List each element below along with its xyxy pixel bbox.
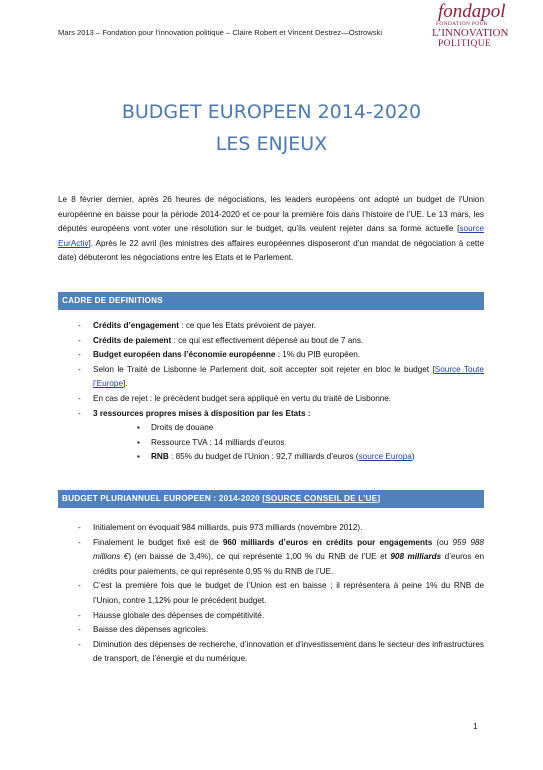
toute-europe-source-link[interactable]: Source Toute l’Europe xyxy=(93,364,484,389)
list-item xyxy=(58,363,484,392)
document-subtitle: LES ENJEUX xyxy=(215,133,328,155)
budget-bold-italic: 908 milliards xyxy=(390,552,442,562)
list-item xyxy=(58,536,484,580)
term: Crédits d’engagement xyxy=(93,321,179,330)
definition: : ce que les Etats prévoient de payer. xyxy=(179,321,316,330)
bracket-close: ] xyxy=(377,494,381,503)
list-item xyxy=(58,609,484,624)
definition: Selon le Traité de Lisbonne le Parlement doit, soit accepter soit rejeter en bloc le budget [ xyxy=(93,364,435,374)
budget-text: Diminution des dépenses de recherche, d’innovation et d’investissement dans le secteur des infrastructures de transport, de l’énergie et du numérique. xyxy=(93,639,484,664)
budget-list xyxy=(58,521,484,667)
page-header: Mars 2013 – Fondation pour l’innovation politique – Claire Robert et Vincent Destrez—Ostrowski xyxy=(58,28,383,37)
conseil-ue-source-link[interactable]: SOURCE CONSEIL DE L’UE xyxy=(265,494,378,503)
bracket-close: ]. xyxy=(123,379,128,389)
budget-text: C’est la première fois que le budget de l’Union est en baisse ; il représentera à peine 1% du RNB de l’Union, contre 1,12% pour le précédent budget. xyxy=(93,581,484,605)
list-item xyxy=(58,579,484,608)
resource-text: : 85% du budget de l’Union : 92,7 milliards d’euros ( xyxy=(168,452,359,462)
resources-sublist xyxy=(93,421,484,465)
fondapol-logo xyxy=(432,2,532,49)
page-number: 1 xyxy=(473,722,478,731)
list-item xyxy=(58,521,484,536)
logo-line-2: L’INNOVATION xyxy=(432,27,509,39)
budget-text: Initialement on évoquait 984 milliards, puis 973 milliards (novembre 2012). xyxy=(93,523,363,532)
section-heading-budget xyxy=(58,490,484,508)
section-heading-text: BUDGET PLURIANNUEL EUROPEEN : 2014-2020 [ xyxy=(62,494,266,503)
resource-text: Droits de douane xyxy=(151,423,214,433)
euractiv-source-link[interactable]: source EurActiv xyxy=(58,224,484,248)
budget-italic: 959 988 millions € xyxy=(93,537,484,562)
definition: : 1% du PIB européen. xyxy=(275,350,361,360)
list-item xyxy=(58,334,484,349)
resource-term: RNB xyxy=(151,452,169,462)
sublist-item xyxy=(93,436,484,451)
list-item xyxy=(58,407,484,465)
document-title: BUDGET EUROPEEN 2014-2020 xyxy=(121,101,422,123)
resource-text: Ressource TVA : 14 milliards d’euros xyxy=(151,437,285,447)
intro-paragraph xyxy=(58,193,484,266)
term: Budget européen dans l’économie européenne xyxy=(93,350,276,360)
list-item xyxy=(58,623,484,638)
intro-text-2: ]. Après le 22 avril (les ministres des affaires européennes disposeront d’un mandat de négociation à cette date) débuteront les négociations entre les Etats et le Parlement. xyxy=(58,238,484,263)
europa-source-link[interactable]: source Europa xyxy=(358,452,412,462)
sublist-item xyxy=(93,450,484,465)
section-heading-definitions: CADRE DE DEFINITIONS xyxy=(58,292,484,310)
budget-text: Finalement le budget fixé est de xyxy=(93,537,223,547)
budget-text: d’euros en crédits pour paiements, ce qui représente 0,95 % du RNB de l’UE. xyxy=(93,552,485,576)
budget-text: Baisse des dépenses agricoles. xyxy=(93,625,209,635)
list-item xyxy=(58,319,484,334)
budget-text: Hausse globale des dépenses de compétitivité. xyxy=(93,610,265,620)
logo-line-3: POLITIQUE xyxy=(438,39,492,49)
list-item xyxy=(58,392,484,407)
intro-text-1: Le 8 février dernier, après 26 heures de négociations, les leaders européens ont adopté un budget de l’Union européenne en baisse pour la période 2014-2020 et ce pour la première fois dans l’histoire de l’UE. Le 13 mars, les députés européens vont voter une résolution sur le budget, qu’ils veulent rejeter dans sa forme actuelle [ xyxy=(58,195,484,234)
definition: En cas de rejet : le précédent budget sera appliqué en vertu du traité de Lisbonne. xyxy=(93,393,392,403)
budget-text: (ou xyxy=(432,537,453,547)
budget-bold: 960 milliards d’euros en crédits pour engagements xyxy=(222,537,433,547)
term: Crédits de paiement xyxy=(93,335,172,345)
paren-close: ) xyxy=(411,452,415,462)
term: 3 ressources propres mises à disposition par les Etats : xyxy=(93,408,311,418)
definitions-list xyxy=(58,319,484,465)
list-item xyxy=(58,638,484,667)
sublist-item xyxy=(93,421,484,436)
list-item xyxy=(58,348,484,363)
definition: : ce qui est effectivement dépensé au bout de 7 ans. xyxy=(171,335,364,345)
budget-text: ) (en baisse de 3,4%), ce qui représente 1,00 % du RNB de l’UE et xyxy=(128,552,391,562)
logo-line-1: FONDATION POUR xyxy=(436,21,488,27)
logo-wordmark: fondapol xyxy=(438,1,506,22)
